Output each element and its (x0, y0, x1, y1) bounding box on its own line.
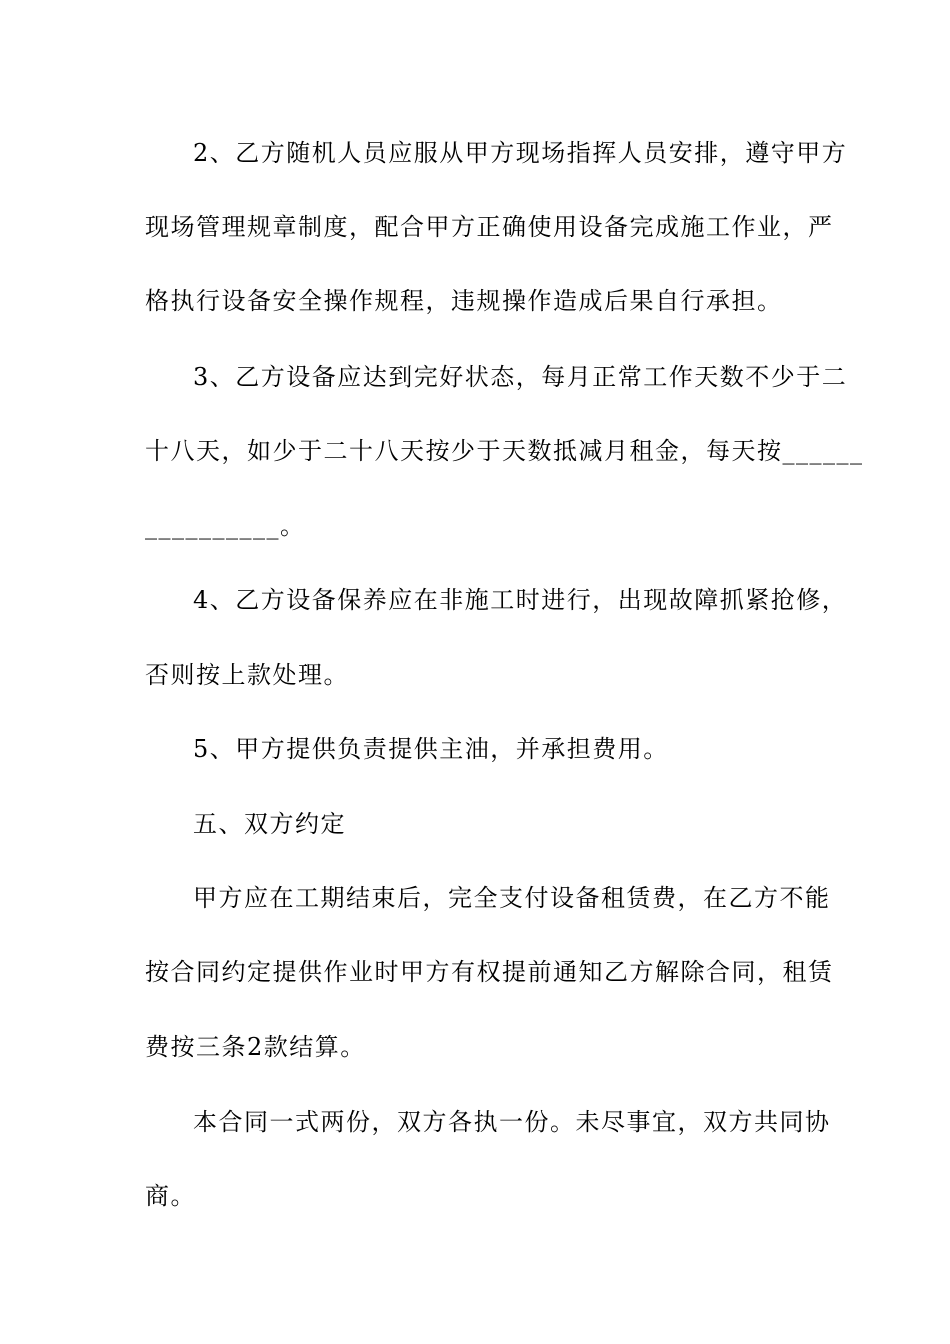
agreement-para-line-3: 费按三条2款结算。 (145, 1033, 366, 1061)
clause-5-line-1: 5、甲方提供负责提供主油，并承担费用。 (193, 735, 669, 763)
clause-4-line-2: 否则按上款处理。 (145, 661, 349, 689)
clause-2-line-2: 现场管理规章制度，配合甲方正确使用设备完成施工作业，严 (145, 213, 834, 241)
copies-para-line-1: 本合同一式两份，双方各执一份。未尽事宜，双方共同协 (193, 1108, 831, 1136)
clause-3-line-3: __________。 (145, 512, 306, 540)
clause-3-line-1: 3、乙方设备应达到完好状态，每月正常工作天数不少于二 (193, 363, 848, 391)
section-heading-5: 五、双方约定 (193, 810, 346, 838)
clause-4-line-1: 4、乙方设备保养应在非施工时进行，出现故障抓紧抢修， (193, 586, 848, 614)
copies-para-line-2: 商。 (145, 1182, 196, 1210)
clause-2-line-1: 2、乙方随机人员应服从甲方现场指挥人员安排，遵守甲方 (193, 139, 848, 167)
agreement-para-line-2: 按合同约定提供作业时甲方有权提前通知乙方解除合同，租赁 (145, 958, 834, 986)
agreement-para-line-1: 甲方应在工期结束后，完全支付设备租赁费，在乙方不能 (193, 884, 831, 912)
clause-3-line-2: 十八天，如少于二十八天按少于天数抵减月租金，每天按______ (145, 437, 864, 465)
clause-2-line-3: 格执行设备安全操作规程，违规操作造成后果自行承担。 (145, 287, 783, 315)
